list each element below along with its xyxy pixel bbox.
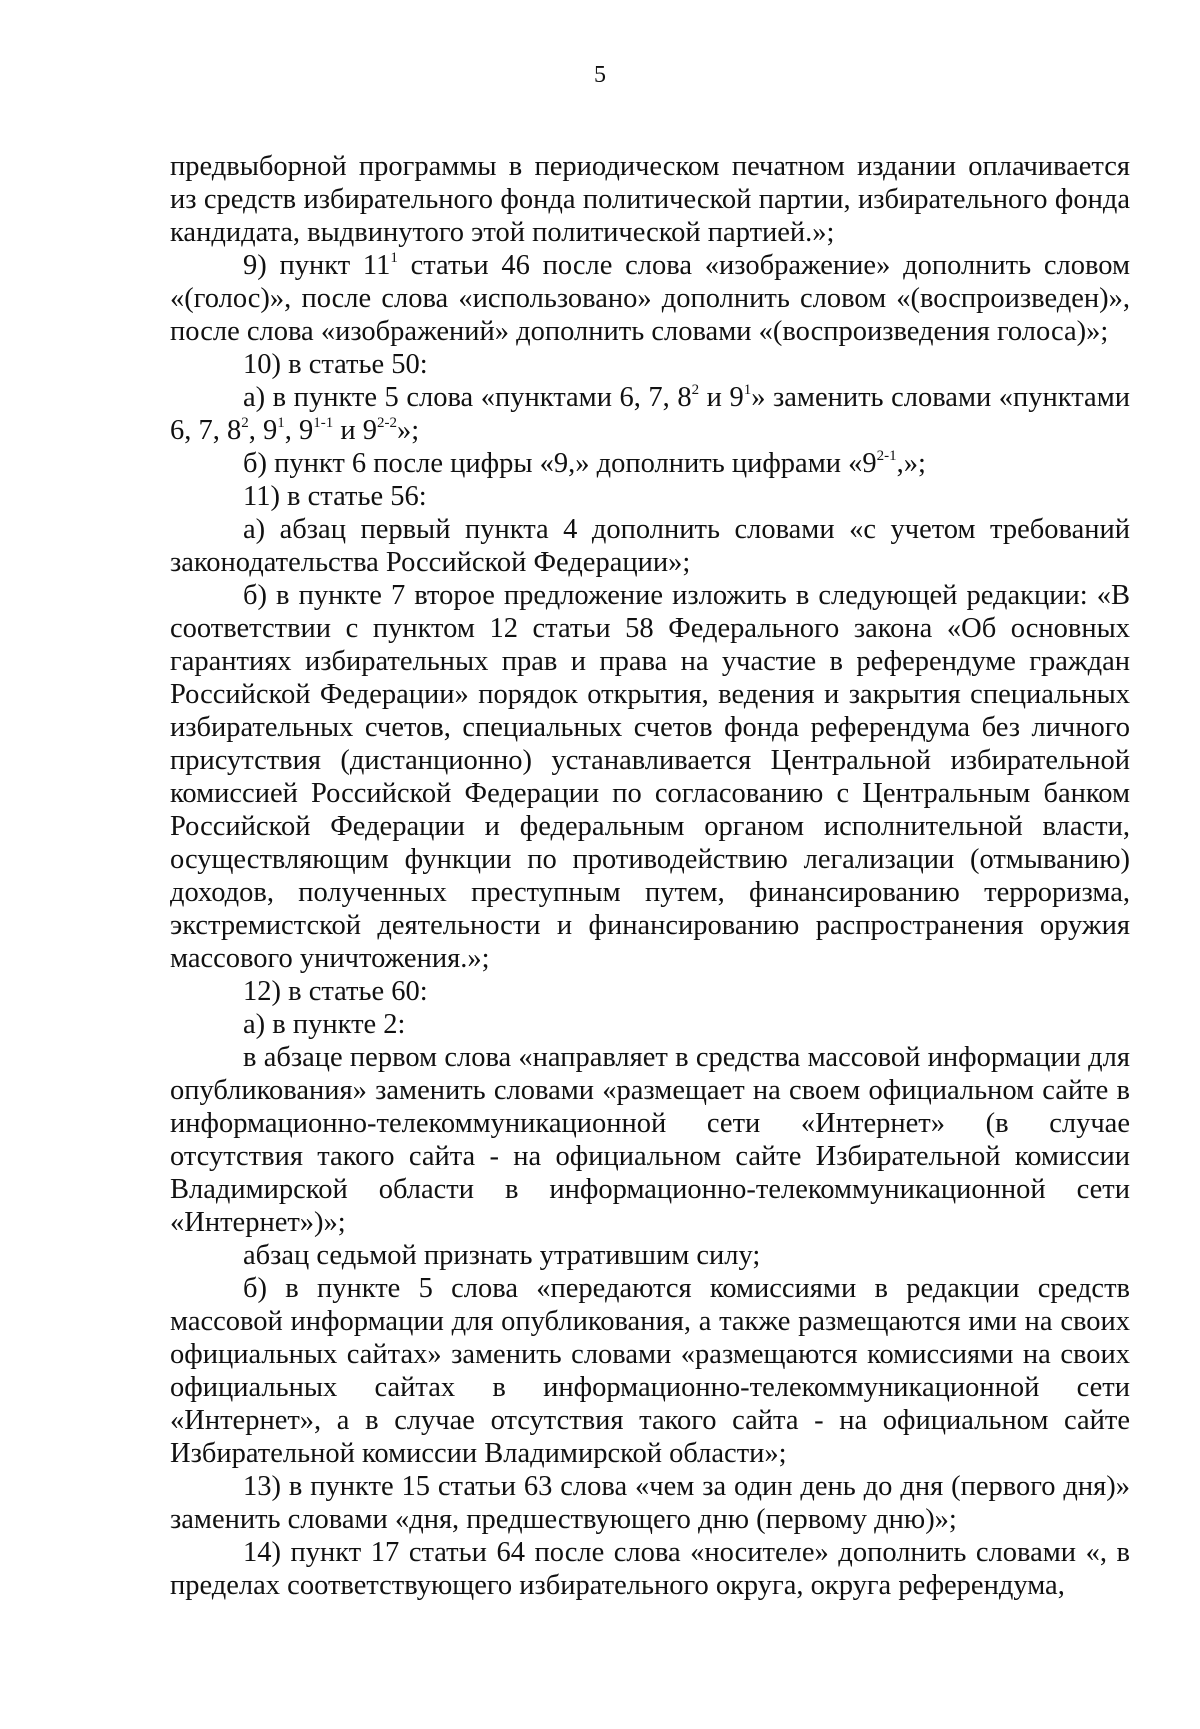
- superscript: 2-2: [377, 414, 398, 431]
- text-segment: 9) пункт 11: [243, 250, 391, 281]
- text-segment: и 9: [699, 382, 744, 413]
- paragraph: [170, 447, 1130, 480]
- paragraph: [170, 381, 1130, 447]
- text-segment: » заменить словами «пунктами 6, 7, 8: [170, 382, 1130, 446]
- text-segment: ,»;: [896, 448, 926, 479]
- paragraph: 13) в пункте 15 статьи 63 слова «чем за один день до дня (первого дня)» заменить словами «дня, предшествующего дню (первому дню)»;: [170, 1471, 1130, 1535]
- paragraph: 10) в статье 50:: [243, 349, 428, 380]
- text-segment: а) в пункте 5 слова «пунктами 6, 7, 8: [243, 382, 692, 413]
- superscript: 1: [390, 249, 398, 266]
- text-segment: б) пункт 6 после цифры «9,» дополнить цифрами «9: [243, 448, 877, 479]
- text-segment: и 9: [333, 415, 378, 446]
- paragraph: 11) в статье 56:: [243, 481, 427, 512]
- superscript: 2: [241, 414, 249, 431]
- superscript: 2: [691, 381, 700, 398]
- document-body: [170, 150, 1130, 1602]
- text-segment: »;: [397, 415, 420, 446]
- paragraph: а) в пункте 2:: [243, 1009, 406, 1040]
- paragraph: 14) пункт 17 статьи 64 после слова «носителе» дополнить словами «, в пределах соответствующего избирательного округа, округа референдума,: [170, 1537, 1130, 1601]
- page-number: 5: [594, 62, 606, 88]
- paragraph: б) в пункте 5 слова «передаются комиссиями в редакции средств массовой информации для опубликования, а также размещаются ими на своих официальных сайтах» заменить словами «размещаются комиссиями на своих официальных сайтах в информационно-телекоммуникационной сети «Интернет», а в случае отсутствия такого сайта - на официальном сайте Избирательной комиссии Владимирской области»;: [170, 1273, 1130, 1469]
- text-segment: , 9: [284, 415, 314, 446]
- superscript: 1: [277, 414, 285, 431]
- text-segment: , 9: [248, 415, 278, 446]
- superscript: 1-1: [313, 414, 334, 431]
- paragraph: б) в пункте 7 второе предложение изложить в следующей редакции: «В соответствии с пунктом 12 статьи 58 Федерального закона «Об основных гарантиях избирательных прав и права на участие в референдуме граждан Российской Федерации» порядок открытия, ведения и закрытия специальных избирательных счетов, специальных счетов фонда референдума без личного присутствия (дистанционно) устанавливается Центральной избирательной комиссией Российской Федерации по согласованию с Центральным банком Российской Федерации и федеральным органом исполнительной власти, осуществляющим функции по противодействию легализации (отмыванию) доходов, полученных преступным путем, финансированию терроризма, экстремистской деятельности и финансированию распространения оружия массового уничтожения.»;: [170, 580, 1130, 974]
- text-segment: статьи 46 после слова «изображение» дополнить словом «(голос)», после слова «использовано» дополнить словом «(воспроизведен)», после слова «изображений» дополнить словами «(воспроизведения голоса)»;: [170, 250, 1130, 347]
- paragraph: абзац седьмой признать утратившим силу;: [243, 1240, 761, 1271]
- superscript: 1: [743, 381, 752, 398]
- paragraph: а) абзац первый пункта 4 дополнить словами «с учетом требований законодательства Российской Федерации»;: [170, 514, 1130, 578]
- paragraph: предвыборной программы в периодическом печатном издании оплачивается из средств избирательного фонда политической партии, избирательного фонда кандидата, выдвинутого этой политической партией.»;: [170, 151, 1130, 248]
- superscript: 2-1: [876, 447, 897, 464]
- paragraph: в абзаце первом слова «направляет в средства массовой информации для опубликования» заменить словами «размещает на своем официальном сайте в информационно-телекоммуникационной сети «Интернет» (в случае отсутствия такого сайта - на официальном сайте Избирательной комиссии Владимирской области в информационно-телекоммуникационной сети «Интернет»)»;: [170, 1042, 1130, 1238]
- paragraph: 12) в статье 60:: [243, 976, 428, 1007]
- paragraph: [170, 249, 1130, 348]
